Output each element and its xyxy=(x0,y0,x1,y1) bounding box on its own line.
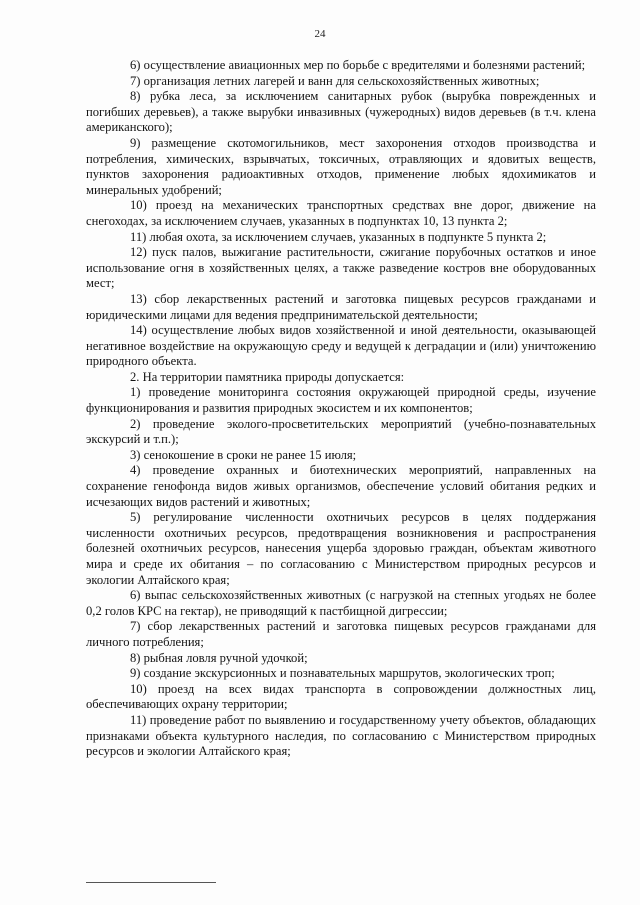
paragraph: 8) рубка леса, за исключением санитарных рубок (вырубка поврежденных и погибших деревьев), а также вырубки инвазивных (чужеродных) видов деревьев (в т.ч. клена американского); xyxy=(86,89,596,135)
paragraph: 5) регулирование численности охотничьих ресурсов в целях поддержания численности охотничьих ресурсов, предотвращения возникновения и распространения болезней охотничьих ресурсов, нанесения ущерба здоровью граждан, объектам животного мира и среде их обитания – по согласованию с Министерством природных ресурсов и экологии Алтайского края; xyxy=(86,510,596,587)
paragraph: 11) проведение работ по выявлению и государственному учету объектов, обладающих признаками объекта культурного наследия, по согласованию с Министерством природных ресурсов и экологии Алтайского края; xyxy=(86,712,596,759)
paragraph: 2) проведение эколого-просветительских мероприятий (учебно-познавательных экскурсий и т.п.); xyxy=(86,416,596,447)
paragraph: 3) сенокошение в сроки не ранее 15 июля; xyxy=(130,447,357,462)
paragraph: 11) любая охота, за исключением случаев, указанных в подпункте 5 пункта 2; xyxy=(130,229,547,244)
paragraph: 9) размещение скотомогильников, мест захоронения отходов производства и потребления, химических, взрывчатых, токсичных, отравляющих и ядовитых веществ, пунктов захоронения радиоактивных отходов, применение любых ядохимикатов и минеральных удобрений; xyxy=(86,135,596,197)
paragraph: 9) создание экскурсионных и познавательных маршрутов, экологических троп; xyxy=(130,666,555,681)
paragraph: 6) осуществление авиационных мер по борьбе с вредителями и болезнями растений; xyxy=(130,58,586,72)
paragraph: 12) пуск палов, выжигание растительности, сжигание порубочных остатков и иное использование огня в хозяйственных целях, а также разведение костров вне оборудованных мест; xyxy=(86,245,596,291)
document-body xyxy=(86,58,596,760)
paragraph: 13) сбор лекарственных растений и заготовка пищевых ресурсов гражданами и юридическими лицами для ведения предпринимательской деятельности; xyxy=(86,291,596,322)
paragraph: 10) проезд на всех видах транспорта в сопровождении должностных лиц, обеспечивающих охрану территории; xyxy=(86,681,596,712)
paragraph: 1) проведение мониторинга состояния окружающей природной среды, изучение функционирования и развития природных экосистем и их компонентов; xyxy=(86,385,596,416)
paragraph: 4) проведение охранных и биотехнических мероприятий, направленных на сохранение генофонда видов живых организмов, обеспечение условий обитания редких и исчезающих видов растений и животных; xyxy=(86,463,596,509)
paragraph: 14) осуществление любых видов хозяйственной и иной деятельности, оказывающей негативное воздействие на окружающую среду и ведущей к деградации и (или) уничтожению природного объекта. xyxy=(86,323,596,369)
paragraph: 7) организация летних лагерей и ванн для сельскохозяйственных животных; xyxy=(130,73,540,88)
section-heading: 2. На территории памятника природы допускается: xyxy=(130,369,405,384)
paragraph: 8) рыбная ловля ручной удочкой; xyxy=(130,650,308,665)
paragraph: 10) проезд на механических транспортных средствах вне дорог, движение на снегоходах, за исключением случаев, указанных в подпунктах 10, 13 пункта 2; xyxy=(86,198,596,228)
paragraph: 7) сбор лекарственных растений и заготовка пищевых ресурсов гражданами для личного потребления; xyxy=(86,619,596,649)
footer-rule xyxy=(86,882,216,883)
page-number: 24 xyxy=(314,28,326,40)
paragraph: 6) выпас сельскохозяйственных животных (с нагрузкой на степных угодьях не более 0,2 голов КРС на гектар), не приводящий к пастбищной дигрессии; xyxy=(86,588,596,618)
